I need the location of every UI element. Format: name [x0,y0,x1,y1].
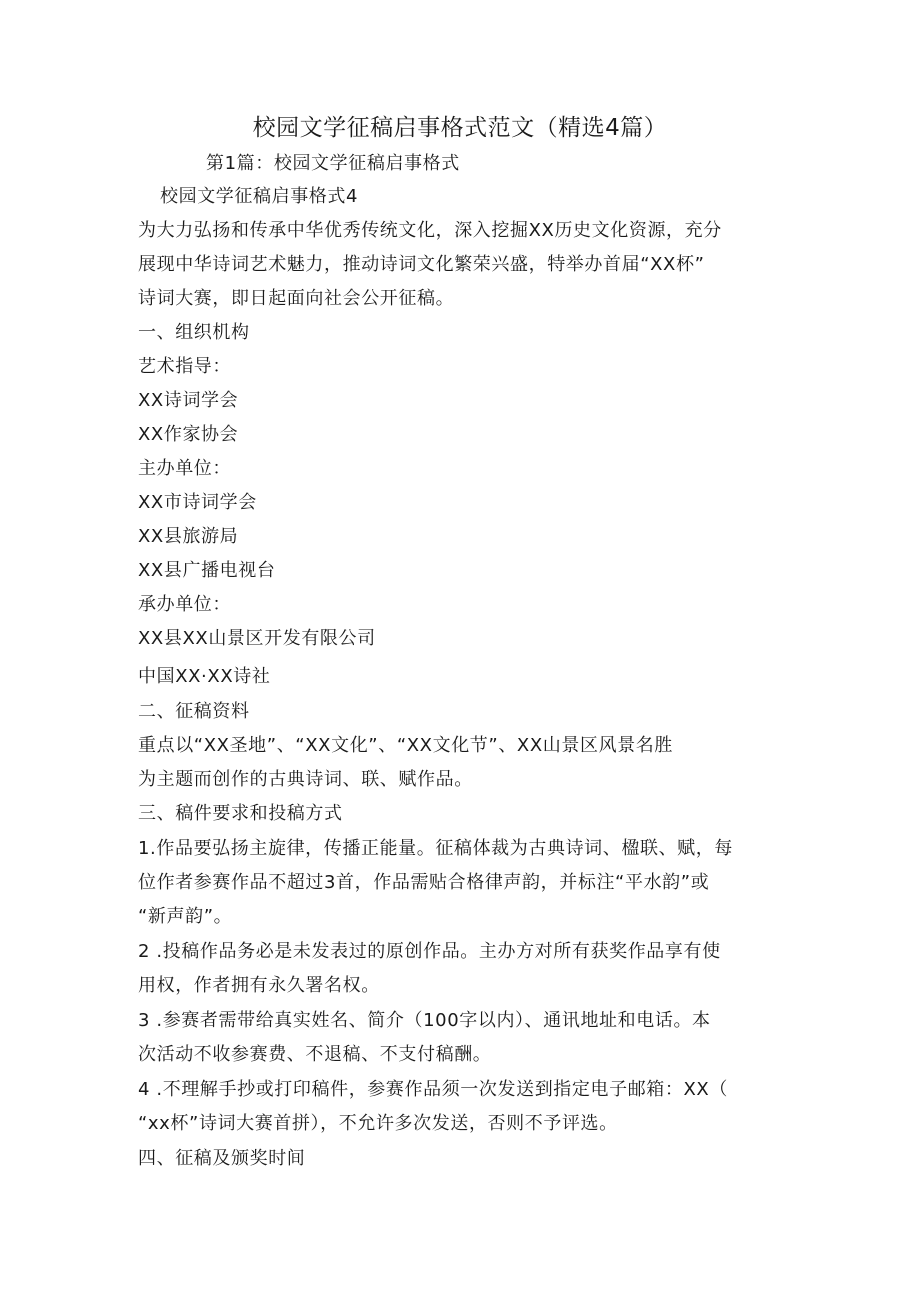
section2-line: 为主题而创作的古典诗词、联、赋作品。 [138,769,473,790]
requirement-item-1-line: “新声韵”。 [138,906,233,927]
section2-line: 重点以“XX圣地”、“XX文化”、“XX文化节”、XX山景区风景名胜 [138,735,673,756]
art-guidance-label: 艺术指导： [138,356,231,377]
intro-line: 展现中华诗词艺术魅力，推动诗词文化繁荣兴盛，特举办首届“XX杯” [138,254,705,275]
organizer-label: 承办单位： [138,594,231,615]
article-subtitle: 第1篇：校园文学征稿启事格式 [206,153,460,174]
list-item: XX市诗词学会 [138,492,257,513]
requirement-item-4-line: 4 .不理解手抄或打印稿件，参赛作品须一次发送到指定电子邮箱：XX（ [138,1079,728,1100]
list-item: 中国XX·XX诗社 [138,666,271,687]
section-heading-requirements: 三、稿件要求和投稿方式 [138,803,343,824]
requirement-item-3-line: 3 .参赛者需带给真实姓名、简介（100字以内）、通讯地址和电话。本 [138,1010,711,1031]
requirement-item-1-line: 1.作品要弘扬主旋律，传播正能量。征稿体裁为古典诗词、楹联、赋，每 [138,838,733,859]
requirement-item-4-line: “xx杯”诗词大赛首拼），不允许多次发送，否则不予评选。 [138,1113,618,1134]
requirement-item-3-line: 次活动不收参赛费、不退稿、不支付稿酬。 [138,1044,492,1065]
section-heading-schedule: 四、征稿及颁奖时间 [138,1148,306,1169]
list-item: XX县旅游局 [138,526,239,547]
section-heading-submissions: 二、征稿资料 [138,701,250,722]
list-item: XX县广播电视台 [138,560,276,581]
article-subheading: 校园文学征稿启事格式4 [160,186,359,207]
intro-line: 诗词大赛，即日起面向社会公开征稿。 [138,288,455,309]
list-item: XX诗词学会 [138,390,239,411]
intro-line: 为大力弘扬和传承中华优秀传统文化，深入挖掘XX历史文化资源，充分 [138,220,722,241]
requirement-item-2-line: 2 .投稿作品务必是未发表过的原创作品。主办方对所有获奖作品享有使 [138,941,721,962]
requirement-item-1-line: 位作者参赛作品不超过3首，作品需贴合格律声韵，并标注“平水韵”或 [138,872,710,893]
list-item: XX县XX山景区开发有限公司 [138,628,376,649]
document-title: 校园文学征稿启事格式范文（精选4篇） [252,115,668,141]
section-heading-organization: 一、组织机构 [138,322,250,343]
host-label: 主办单位： [138,458,231,479]
requirement-item-2-line: 用权，作者拥有永久署名权。 [138,975,380,996]
list-item: XX作家协会 [138,424,239,445]
